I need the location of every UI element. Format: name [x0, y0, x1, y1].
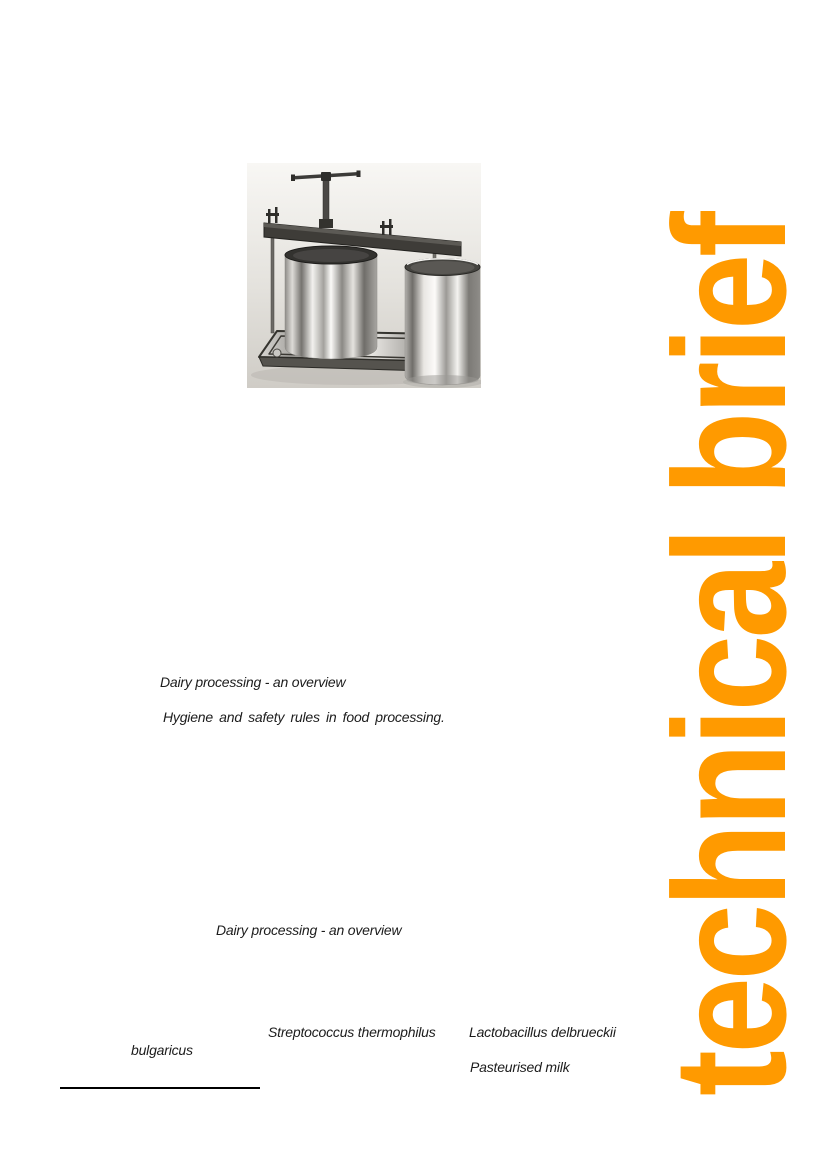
vertical-title: technical brief — [640, 214, 819, 1097]
text-dairy-overview-2: Dairy processing - an overview — [216, 922, 402, 938]
cheese-press-illustration — [247, 163, 481, 388]
text-lactobacillus-delbrueckii: Lactobacillus delbrueckii — [469, 1024, 616, 1040]
press-cylinder — [285, 246, 377, 359]
spare-cylinder — [405, 259, 480, 386]
cheese-press-photo — [247, 163, 481, 388]
footnote-rule — [60, 1087, 260, 1089]
text-bulgaricus: bulgaricus — [131, 1042, 193, 1058]
text-dairy-overview-1: Dairy processing - an overview — [160, 674, 346, 690]
masthead — [640, 163, 819, 1097]
text-streptococcus-thermophilus: Streptococcus thermophilus — [268, 1024, 436, 1040]
text-hygiene-rules: Hygiene and safety rules in food processing. — [163, 709, 445, 725]
text-pasteurised-milk: Pasteurised milk — [470, 1059, 570, 1075]
press-left-rod — [271, 237, 274, 333]
